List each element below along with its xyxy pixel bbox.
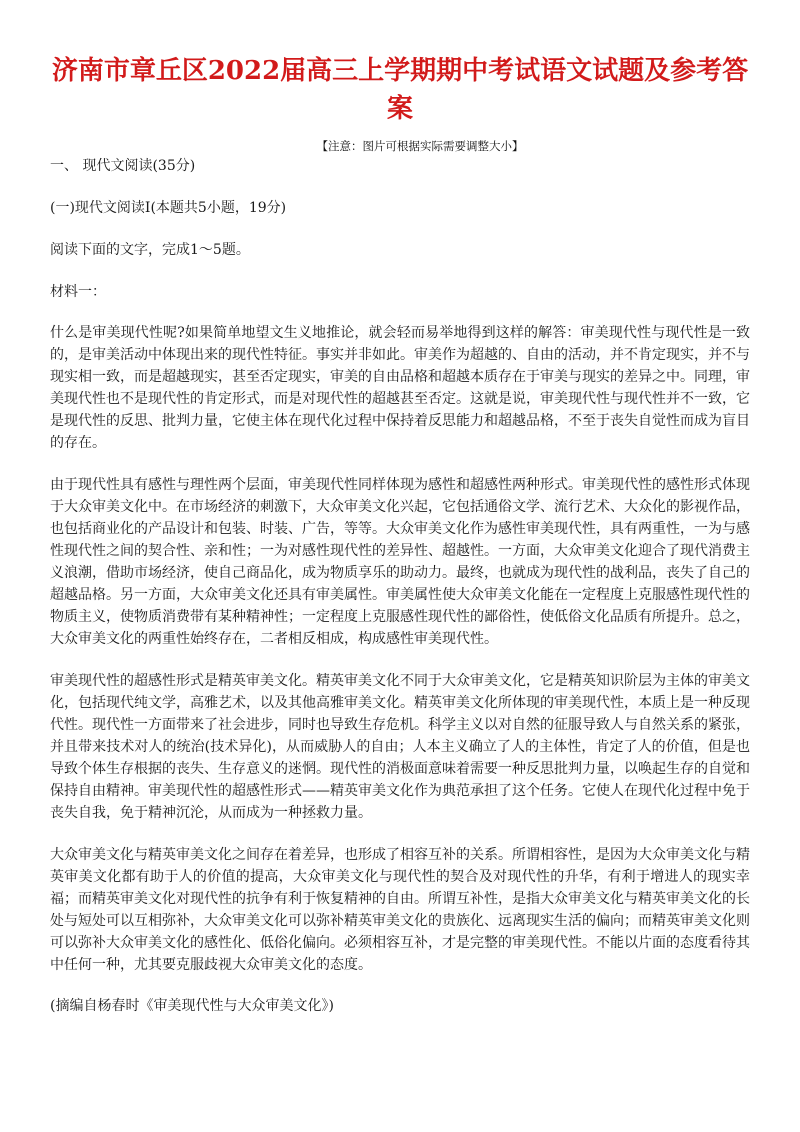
material-label: 材料一： — [50, 284, 106, 300]
document-title: 济南市章丘区2022届高三上学期期中考试语文试题及参考答案 — [51, 56, 749, 124]
paragraph-3: 审美现代性的超感性形式是精英审美文化。精英审美文化不同于大众审美文化，它是精英知识阶层为主体的审美文化，包括现代纯文学，高雅艺术，以及其他高雅审美文化。精英审美文化所体现的审美现代性，本质上是一种反现代性。现代性一方面带来了社会进步，同时也导致生存危机。科学主义以对自然的征服导致人与自然关系的紧张，并且带来技术对人的统治(技术异化)，从而威胁人的自由；人本主义确立了人的主体性，肯定了人的价值，但是也导致个体生存根据的丧失、生存意义的迷惘。现代性的消极面意味着需要一种反思批判力量，以唤起生存的自觉和保持自由精神。审美现代性的超感性形式——精英审美文化作为典范承担了这个任务。它使人在现代化过程中免于丧失自我，免于精神沉沦，从而成为一种拯救力量。 — [50, 673, 750, 821]
paragraph-1: 什么是审美现代性呢?如果简单地望文生义地推论，就会轻而易举地得到这样的解答：审美现代性与现代性是一致的，是审美活动中体现出来的现代性特征。事实并非如此。审美作为超越的、自由的活动，并不肯定现实，并不与现实相一致，而是超越现实，甚至否定现实，审美的自由品格和超越本质存在于审美与现实的差异之中。同理，审美现代性也不是现代性的肯定形式，而是对现代性的超越甚至否定。这就是说，审美现代性与现代性并不一致，它是现代性的反思、批判力量，它使主体在现代化过程中保持着反思能力和超越品格，不至于丧失自觉性而成为盲目的存在。 — [50, 325, 750, 451]
source-citation: (摘编自杨春时《审美现代性与大众审美文化》) — [50, 998, 334, 1014]
image-resize-notice: 【注意：图片可根据实际需要调整大小】 — [316, 139, 524, 153]
material-body — [50, 322, 750, 976]
section-heading: 一、 现代文阅读(35分) — [50, 158, 196, 174]
paragraph-4: 大众审美文化与精英审美文化之间存在着差异，也形成了相容互补的关系。所谓相容性，是因为大众审美文化与精英审美文化都有助于人的价值的提高，大众审美文化与现代性的契合及对现代性的升华，有利于增进人的现实幸福；而精英审美文化对现代性的抗争有利于恢复精神的自由。所谓互补性，是指大众审美文化与精英审美文化的长处与短处可以互相弥补，大众审美文化可以弥补精英审美文化的贵族化、远离现实生活的偏向；而精英审美文化则可以弥补大众审美文化的感性化、低俗化偏向。必须相容互补，才是完整的审美现代性。不能以片面的态度看待其中任何一种，尤其要克服歧视大众审美文化的态度。 — [50, 847, 750, 973]
reading-instruction: 阅读下面的文字，完成1～5题。 — [50, 242, 250, 258]
paragraph-2: 由于现代性具有感性与理性两个层面，审美现代性同样体现为感性和超感性两种形式。审美现代性的感性形式体现于大众审美文化中。在市场经济的刺激下，大众审美文化兴起，它包括通俗文学、流行艺术、大众化的影视作品，也包括商业化的产品设计和包装、时装、广告，等等。大众审美文化作为感性审美现代性，具有两重性，一为与感性现代性之间的契合性、亲和性；一为对感性现代性的差异性、超越性。一方面，大众审美文化迎合了现代消费主义浪潮，借助市场经济，使自己商品化，成为物质享乐的助动力。最终，也就成为现代性的战利品，丧失了自己的超越品格。另一方面，大众审美文化还具有审美属性。审美属性使大众审美文化能在一定程度上克服感性现代性的物质主义，使物质消费带有某种精神性；一定程度上克服感性现代性的鄙俗性，使低俗文化品质有所提升。总之，大众审美文化的两重性始终存在，二者相反相成，构成感性审美现代性。 — [50, 477, 750, 647]
subsection-heading: (一)现代文阅读Ⅰ(本题共5小题，19分) — [50, 200, 287, 216]
